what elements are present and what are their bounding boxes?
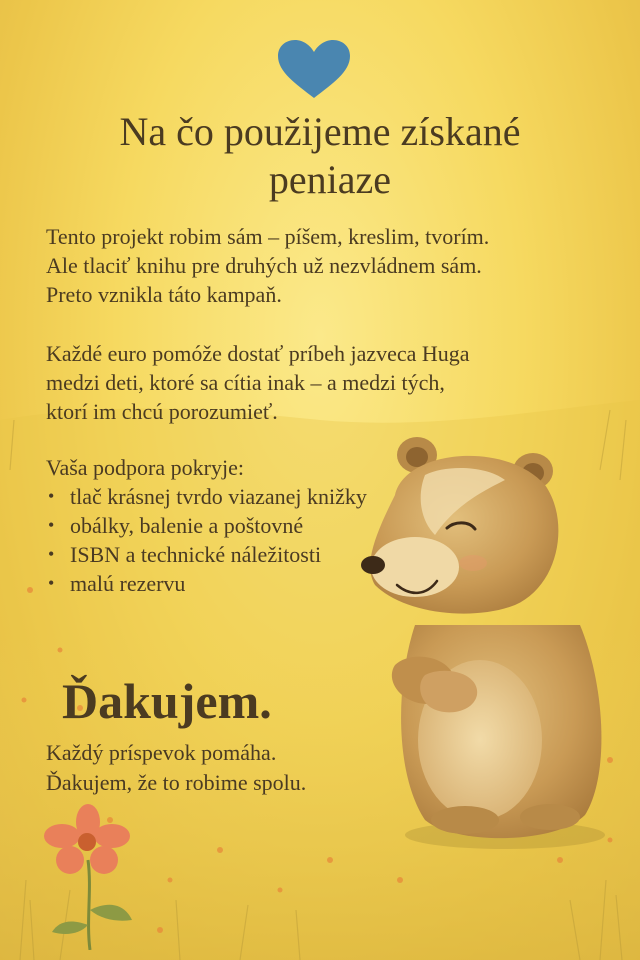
closing-paragraph [46, 738, 306, 798]
purpose-line: Každé euro pomóže dostať príbeh jazveca Huga [46, 341, 470, 366]
flower-illustration [40, 800, 150, 950]
purpose-line: medzi deti, ktoré sa cítia inak – a medzi tých, [46, 370, 445, 395]
closing-line: Ďakujem, že to robime spolu. [46, 770, 307, 795]
support-intro: Vaša podpora pokryje: [46, 455, 244, 480]
support-list [46, 482, 376, 598]
intro-line: Preto vznikla táto kampaň. [46, 282, 282, 307]
badger-illustration [355, 425, 615, 855]
list-item: • obálky, balenie a poštovné [46, 511, 376, 540]
intro-line: Ale tlaciť knihu pre druhých už nezvládnem sám. [46, 253, 482, 278]
title-line-1: Na čo použijeme získané [119, 109, 521, 154]
purpose-line: ktorí im chcú porozumieť. [46, 399, 278, 424]
closing-line: Každý príspevok pomáha. [46, 740, 277, 765]
list-item: • malú rezervu [46, 569, 376, 598]
title-line-2: peniaze [268, 157, 392, 202]
intro-paragraph [46, 222, 489, 309]
list-item: • tlač krásnej tvrdo viazanej knižky [46, 482, 376, 511]
intro-line: Tento projekt robim sám – píšem, kreslim, tvorím. [46, 224, 490, 249]
page-title [40, 108, 600, 204]
thanks-heading: Ďakujem. [62, 673, 272, 729]
heart-icon [276, 38, 352, 100]
purpose-paragraph [46, 339, 470, 426]
list-item: • ISBN a technické náležitosti [46, 540, 376, 569]
